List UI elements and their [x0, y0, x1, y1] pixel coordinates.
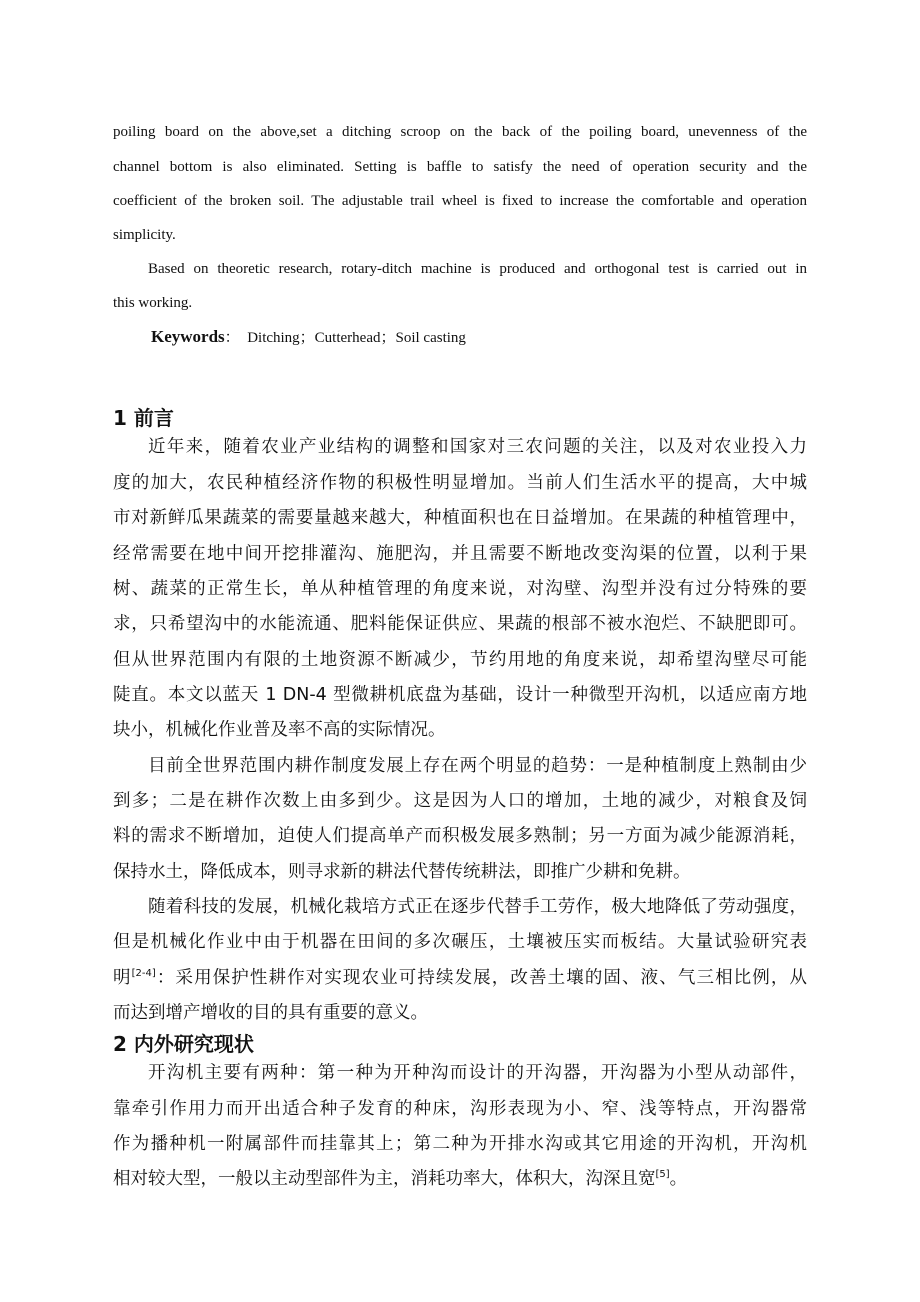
body-line: 陡直。本文以蓝天 1 DN-4 型微耕机底盘为基础，设计一种微型开沟机，以适应南方地 — [113, 685, 807, 705]
body-line: 近年来，随着农业产业结构的调整和国家对三农问题的关注，以及对农业投入力 — [148, 437, 807, 457]
body-line: 而达到增产增收的目的具有重要的意义。 — [113, 1003, 428, 1023]
citation-ref: [2-4] — [131, 968, 156, 979]
abstract-line: poiling board on the above,set a ditching scroop on the back of the poiling board, unevenness of the — [113, 124, 807, 140]
abstract-line: coefficient of the broken soil. The adjustable trail wheel is fixed to increase the comfortable and operation — [113, 193, 807, 209]
body-line: 随着科技的发展，机械化栽培方式正在逐步代替手工劳作，极大地降低了劳动强度， — [148, 897, 807, 917]
body-line: 靠牵引作用力而开出适合种子发育的种床，沟形表现为小、窄、浅等特点，开沟器常 — [113, 1099, 807, 1119]
body-text: 。 — [669, 1169, 688, 1189]
abstract-line: Based on theoretic research, rotary-ditch machine is produced and orthogonal test is carried out in — [148, 261, 807, 277]
body-line: 作为播种机一附属部件而挂靠其上；第二种为开排水沟或其它用途的开沟机，开沟机 — [113, 1134, 807, 1154]
body-line: 块小，机械化作业普及率不高的实际情况。 — [113, 720, 446, 740]
body-line: 开沟机主要有两种：第一种为开种沟而设计的开沟器，开沟器为小型从动部件， — [148, 1063, 807, 1083]
body-line: 但是机械化作业中由于机器在田间的多次碾压，土壤被压实而板结。大量试验研究表 — [113, 932, 807, 952]
body-text: 明 — [113, 968, 132, 988]
keywords-label: Keywords — [151, 327, 225, 346]
body-line: 但从世界范围内有限的土地资源不断减少，节约用地的角度来说，却希望沟壁尽可能 — [113, 650, 807, 670]
body-line: 到多；二是在耕作次数上由多到少。这是因为人口的增加，土地的减少，对粮食及饲 — [113, 791, 807, 811]
body-text: ：采用保护性耕作对实现农业可持续发展，改善土壤的固、液、气三相比例，从 — [155, 968, 807, 988]
body-line: 求，只希望沟中的水能流通、肥料能保证供应、果蔬的根部不被水泡烂、不缺肥即可。 — [113, 614, 807, 634]
abstract-line: simplicity. — [113, 227, 176, 243]
keywords-value: Ditching；Cutterhead；Soil casting — [247, 330, 466, 346]
body-line: 经常需要在地中间开挖排灌沟、施肥沟，并且需要不断地改变沟渠的位置，以利于果 — [113, 544, 807, 564]
abstract-line: channel bottom is also eliminated. Setting is baffle to satisfy the need of operation security and the — [113, 159, 807, 175]
body-line: 目前全世界范围内耕作制度发展上存在两个明显的趋势：一是种植制度上熟制由少 — [148, 756, 807, 776]
abstract-line: this working. — [113, 295, 193, 311]
body-line: 料的需求不断增加，迫使人们提高单产而积极发展多熟制；另一方面为减少能源消耗， — [113, 826, 807, 846]
body-line — [113, 1167, 807, 1191]
keywords-separator: ： — [224, 330, 240, 346]
section-heading: 2 内外研究现状 — [113, 1032, 254, 1056]
body-line: 保持水土，降低成本，则寻求新的耕法代替传统耕法，即推广少耕和免耕。 — [113, 862, 691, 882]
section-heading: 1 前言 — [113, 406, 174, 430]
body-line: 市对新鲜瓜果蔬菜的需要量越来越大，种植面积也在日益增加。在果蔬的种植管理中， — [113, 508, 807, 528]
keywords-line — [151, 327, 466, 348]
citation-ref: [5] — [655, 1169, 670, 1180]
body-line — [113, 966, 807, 990]
body-line: 树、蔬菜的正常生长，单从种植管理的角度来说，对沟壁、沟型并没有过分特殊的要 — [113, 579, 807, 599]
body-text: 相对较大型，一般以主动型部件为主，消耗功率大，体积大，沟深且宽 — [113, 1169, 656, 1189]
body-line: 度的加大，农民种植经济作物的积极性明显增加。当前人们生活水平的提高，大中城 — [113, 473, 807, 493]
